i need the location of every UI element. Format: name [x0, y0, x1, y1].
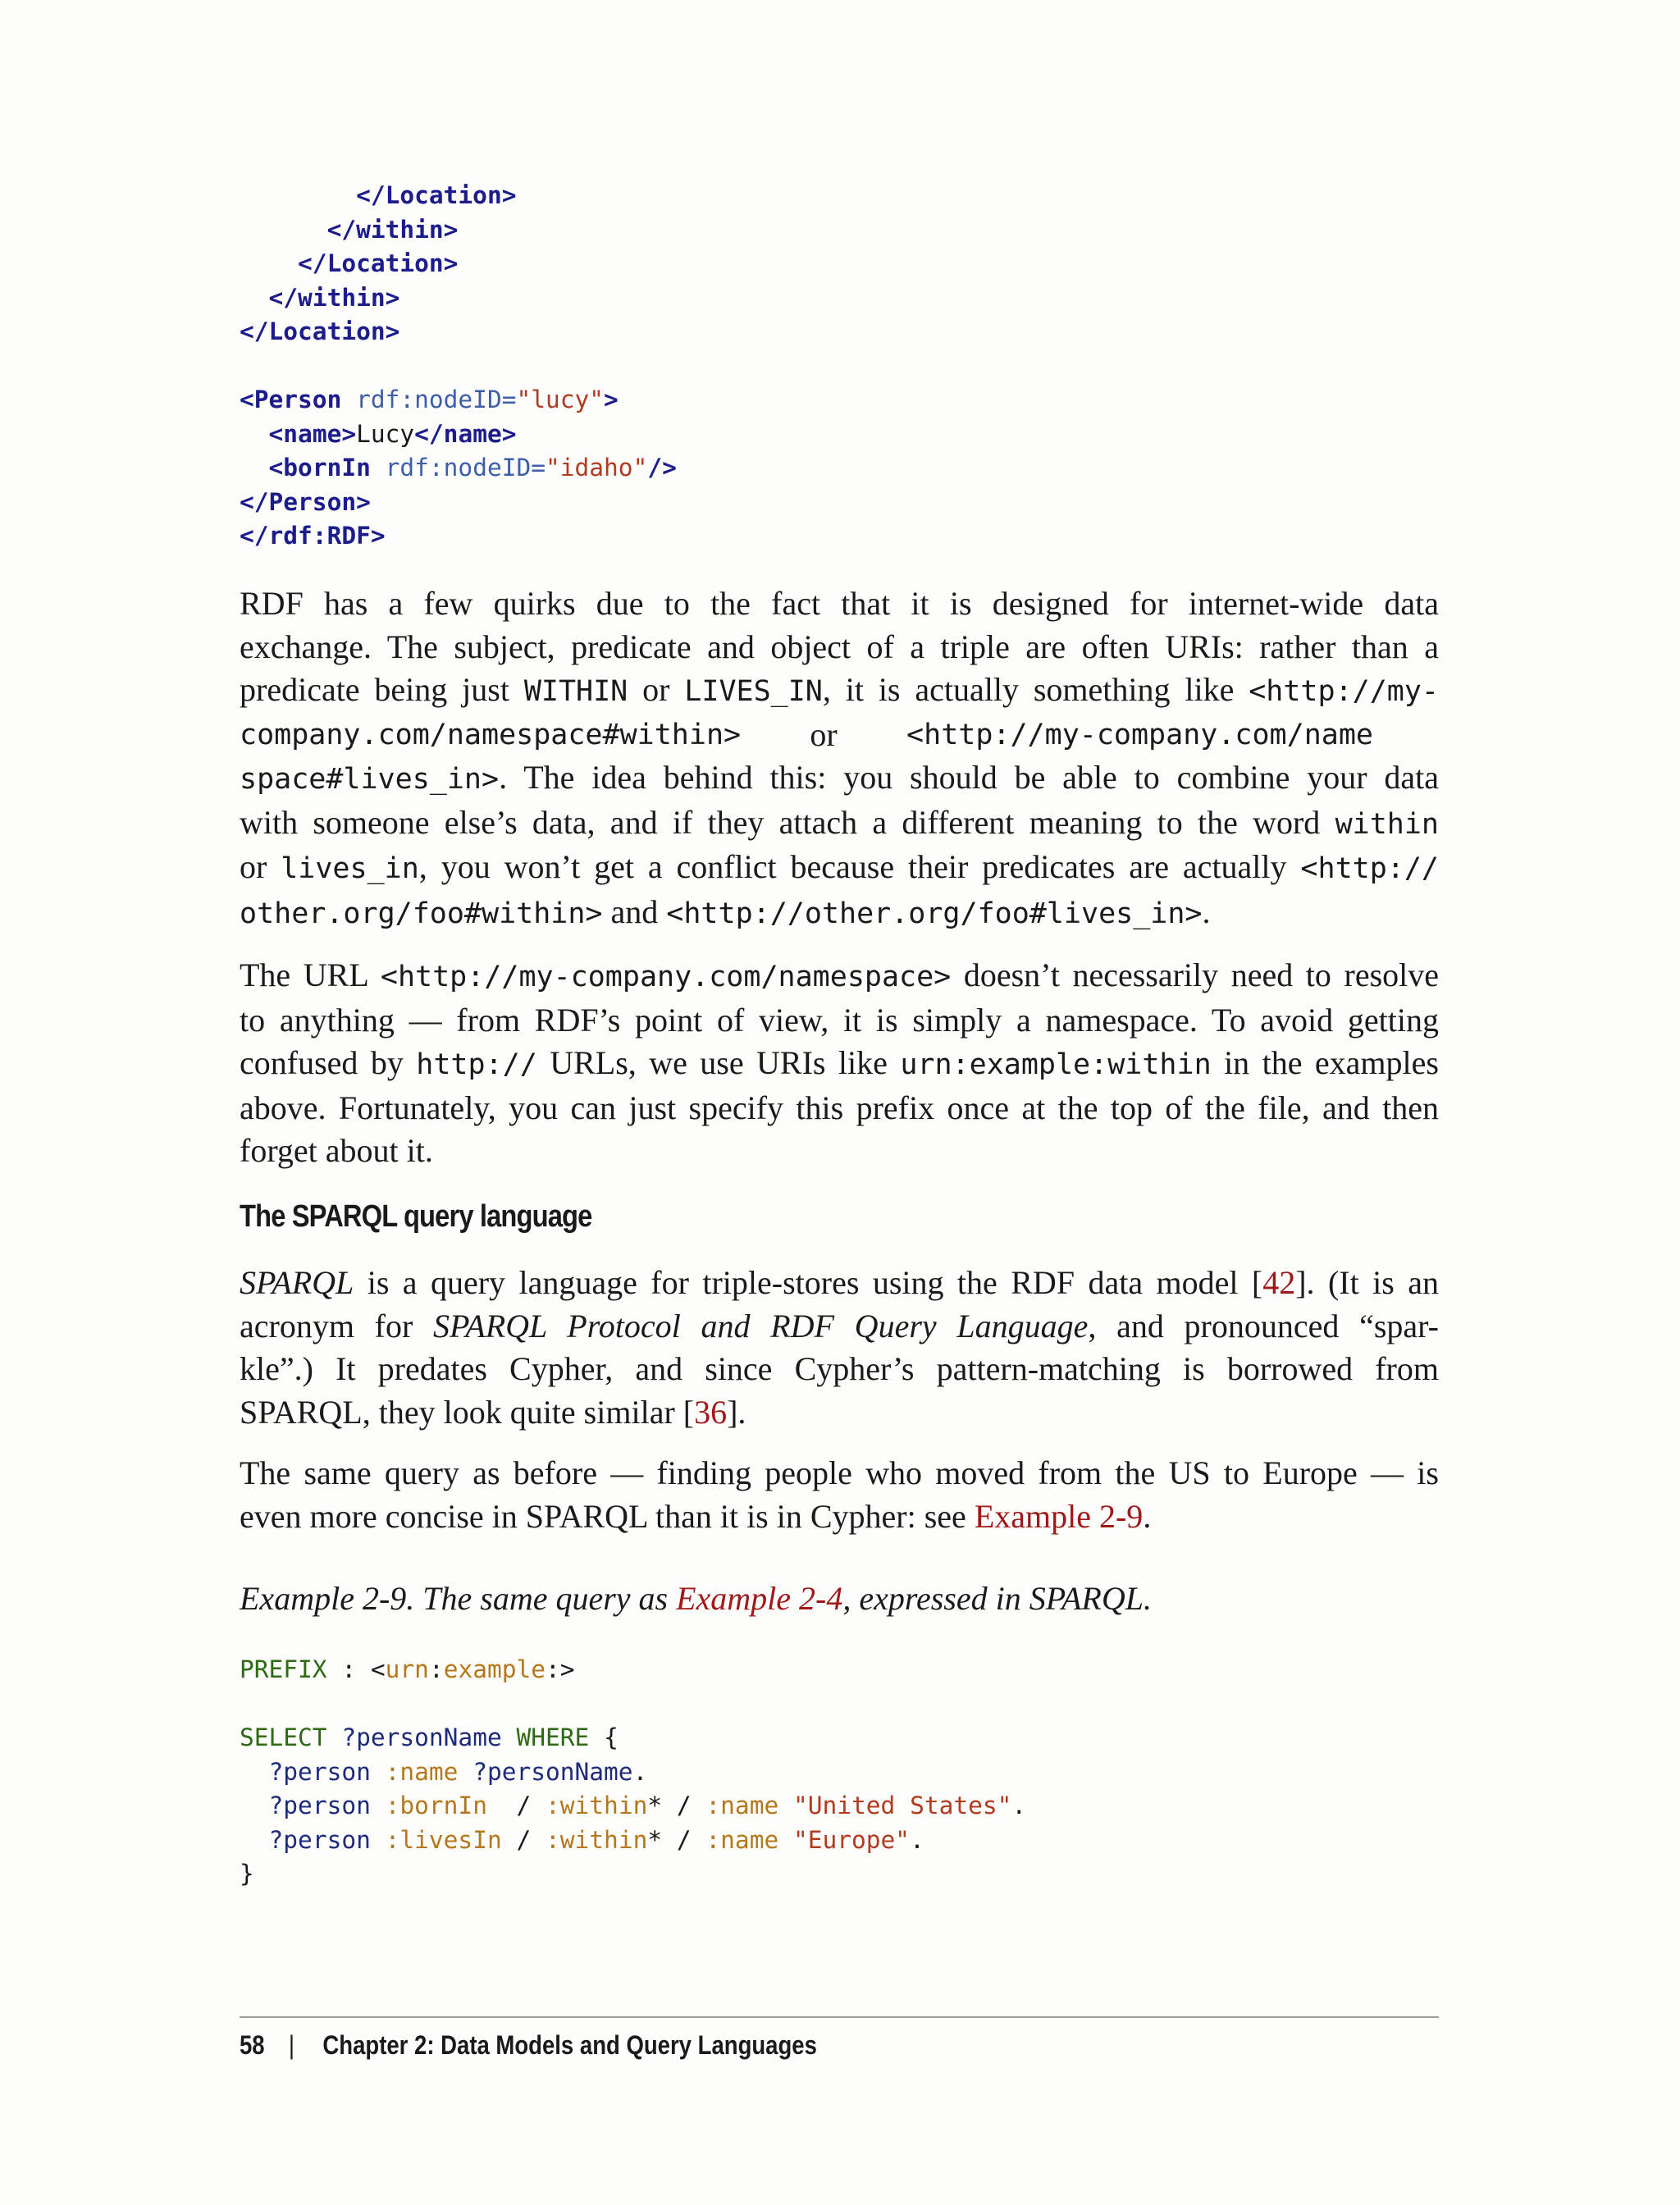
- example-caption: Example 2-9. The same query as Example 2-4, expressed in SPARQL.: [240, 1580, 1152, 1617]
- code-line: </within>: [326, 215, 459, 244]
- citation-link-42[interactable]: 42: [1262, 1264, 1296, 1301]
- code-line: </Location>: [240, 317, 400, 345]
- code-line: PREFIX : <urn:example:>: [240, 1655, 575, 1683]
- paragraph-rdf-quirks: RDF has a few quirks due to the fact that it is designed for internet-wide data exchange. The subject, predicate and object of a triple are often URIs: rather than a predicate being just WITHIN or LIVES_IN, it is actually something like <http://my- company.com/namespace#within> or <http://my-company.com/name space#lives_in>. The idea behind this: you should be able to combine your data with someone else’s data, and if they attach a different meaning to the word within or lives_in, you won’t get a conflict because their predicates are actually <http:// other.org/foo#within> and <http://other.org/foo#lives_in>.: [240, 585, 1439, 930]
- code-line: <name>Lucy</name>: [268, 419, 517, 448]
- code-line: </Location>: [298, 249, 459, 277]
- section-heading: The SPARQL query language: [240, 1199, 592, 1234]
- code-line: ?person :bornIn / :within* / :name "United States".: [268, 1792, 1027, 1819]
- footer-separator: |: [288, 2030, 294, 2060]
- code-line: <Person rdf:nodeID="lucy">: [240, 386, 619, 413]
- footer-rule: [240, 2016, 1439, 2018]
- page-number: 58: [240, 2030, 265, 2060]
- code-line: </Location>: [356, 181, 517, 209]
- code-line: ?person :livesIn / :within* / :name "Europe".: [268, 1825, 924, 1854]
- paragraph-same-query: The same query as before — finding people who moved from the US to Europe — is even more concise in SPARQL than it is in Cypher: see Example 2-9.: [240, 1454, 1439, 1535]
- code-line: <bornIn rdf:nodeID="idaho"/>: [268, 454, 677, 482]
- example-2-9-link[interactable]: Example 2-9: [974, 1497, 1144, 1535]
- paragraph-url-namespace: The URL <http://my-company.com/namespace> doesn’t necessarily need to resolve to anything — from RDF’s point of view, it is simply a namespace. To avoid getting confused by http:// URLs, we use URIs like urn:example:within in the examples above. Fortunately, you can just specify this prefix once at the top of the file, and then forget about it.: [240, 956, 1440, 1169]
- example-2-4-link[interactable]: Example 2-4: [676, 1580, 843, 1617]
- chapter-title: Chapter 2: Data Models and Query Languages: [322, 2030, 817, 2060]
- code-line: [240, 349, 677, 384]
- citation-link-36[interactable]: 36: [694, 1393, 728, 1431]
- code-line: }: [240, 1860, 254, 1888]
- code-line: SELECT ?personName WHERE {: [240, 1723, 619, 1751]
- code-line: ?person :name ?personName.: [268, 1757, 648, 1786]
- code-line: </within>: [268, 283, 400, 312]
- code-line: [240, 1687, 1026, 1722]
- rdf-close-line: </rdf:RDF>: [240, 522, 386, 550]
- page-footer: [240, 2030, 817, 2061]
- sparql-code-listing: [240, 1653, 1026, 1892]
- code-line: </Person>: [240, 487, 371, 516]
- paragraph-sparql-intro: SPARQL is a query language for triple-stores using the RDF data model [42]. (It is an acronym for SPARQL Protocol and RDF Query Language, and pronounced “spar- kle”.) It predates Cypher, and since Cypher’s pattern-matching is borrowed from SPARQL, they look quite similar [36].: [240, 1264, 1439, 1431]
- rdf-xml-code-listing: [240, 179, 677, 519]
